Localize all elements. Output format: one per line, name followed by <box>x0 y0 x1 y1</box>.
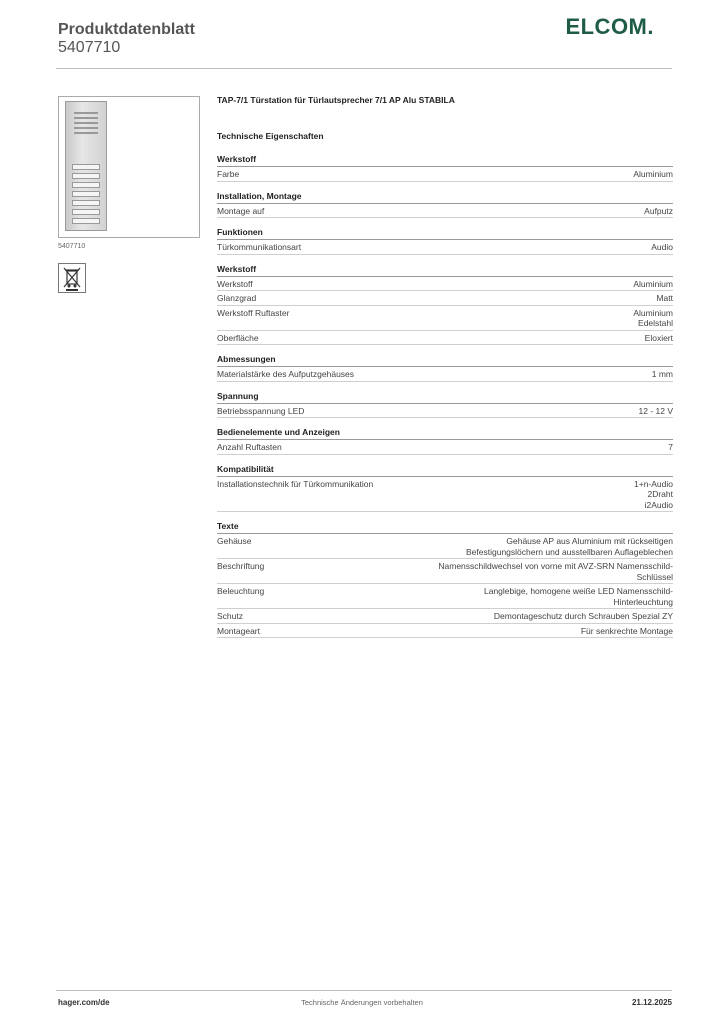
spec-row <box>217 306 673 331</box>
speaker-grill <box>74 127 98 129</box>
spec-row <box>217 277 673 292</box>
call-button <box>72 164 100 170</box>
spec-key: Beschriftung <box>217 561 265 571</box>
spec-value <box>656 293 673 304</box>
spec-key: Glanzgrad <box>217 293 257 303</box>
spec-row <box>217 291 673 306</box>
spec-group-title: Spannung <box>217 391 673 404</box>
spec-group <box>217 391 673 419</box>
spec-value-line: Langlebige, homogene weiße LED Namensschild- <box>484 586 673 596</box>
spec-value-line: 1 mm <box>651 369 673 379</box>
spec-group <box>217 191 673 219</box>
footer-disclaimer: Technische Änderungen vorbehalten <box>301 998 423 1007</box>
spec-row <box>217 404 673 419</box>
spec-key: Montageart <box>217 625 260 636</box>
spec-value-line: Edelstahl <box>638 318 673 328</box>
spec-key: Werkstoff <box>217 278 253 289</box>
spec-row <box>217 240 673 255</box>
spec-value-line: Namensschildwechsel von vorne mit AVZ-SRN Namensschild- <box>438 561 673 571</box>
spec-value-line: Schlüssel <box>636 571 673 582</box>
spec-value-line: Gehäuse AP aus Aluminium mit rückseitigen <box>506 536 673 546</box>
spec-value <box>484 586 673 607</box>
spec-value <box>634 479 673 511</box>
spec-group <box>217 427 673 455</box>
call-button <box>72 209 100 215</box>
spec-key: Betriebsspannung LED <box>217 405 305 416</box>
spec-key: Gehäuse <box>217 536 252 546</box>
spec-row <box>217 167 673 182</box>
spec-key: Türkommunikationsart <box>217 242 302 252</box>
spec-group-title: Bedienelemente und Anzeigen <box>217 427 673 440</box>
spec-group <box>217 227 673 255</box>
call-button <box>72 191 100 197</box>
spec-value-line: 2Draht <box>647 489 673 499</box>
spec-value <box>668 442 673 453</box>
weee-bin-icon <box>58 263 86 293</box>
product-title: TAP-7/1 Türstation für Türlautsprecher 7/1 AP Alu STABILA <box>217 95 455 105</box>
page-title: Produktdatenblatt <box>58 21 195 38</box>
spec-value <box>633 169 673 180</box>
spec-group-title: Funktionen <box>217 227 673 240</box>
spec-group-title: Installation, Montage <box>217 191 673 204</box>
speaker-grill <box>74 132 98 134</box>
spec-key: Beleuchtung <box>217 586 265 596</box>
product-number: 5407710 <box>58 39 121 56</box>
spec-value <box>644 206 673 217</box>
spec-row <box>217 609 673 624</box>
spec-value <box>494 611 673 622</box>
product-image <box>58 96 200 238</box>
speaker-grill <box>74 112 98 114</box>
spec-value-line: Hinterleuchtung <box>613 596 673 607</box>
spec-row <box>217 477 673 513</box>
spec-value <box>652 369 673 380</box>
spec-group-title: Abmessungen <box>217 354 673 367</box>
spec-row <box>217 204 673 219</box>
spec-value <box>633 308 673 329</box>
spec-value <box>581 626 673 637</box>
call-button <box>72 173 100 179</box>
spec-value <box>639 406 674 417</box>
spec-row <box>217 440 673 455</box>
spec-value-line: 7 <box>668 442 673 452</box>
section-title: Technische Eigenschaften <box>217 131 324 141</box>
call-button <box>72 218 100 224</box>
spec-value-line: Demontageschutz durch Schrauben Spezial ZY <box>493 611 673 621</box>
spec-value-line: Aluminium <box>633 169 673 179</box>
speaker-grill <box>74 117 98 119</box>
spec-row <box>217 331 673 346</box>
spec-key: Werkstoff Ruftaster <box>217 307 290 318</box>
spec-group <box>217 264 673 346</box>
spec-key: Oberfläche <box>217 332 259 343</box>
spec-group <box>217 354 673 382</box>
door-station-panel <box>65 101 107 231</box>
spec-group-title: Werkstoff <box>217 154 673 167</box>
spec-group <box>217 521 673 638</box>
spec-key: Farbe <box>217 169 240 179</box>
spec-value-line: Aluminium <box>633 307 673 318</box>
call-button <box>72 200 100 206</box>
spec-key: Materialstärke des Aufputzgehäuses <box>217 369 355 379</box>
spec-key: Montage auf <box>217 205 265 216</box>
spec-value-line: Aluminium <box>633 278 673 289</box>
spec-value <box>645 333 673 344</box>
call-button <box>72 182 100 188</box>
speaker-grill <box>74 122 98 124</box>
spec-groups <box>217 154 673 638</box>
footer-divider <box>56 990 672 991</box>
image-caption: 5407710 <box>58 243 86 250</box>
spec-row <box>217 367 673 382</box>
spec-value-line: Aufputz <box>644 205 673 216</box>
spec-group <box>217 464 673 513</box>
spec-value-line: Matt <box>656 293 673 303</box>
spec-value-line: Eloxiert <box>644 332 673 343</box>
spec-row <box>217 534 673 559</box>
spec-value-line: 1+n-Audio <box>634 478 673 489</box>
spec-row <box>217 559 673 584</box>
spec-value-line: Befestigungslöchern und ausstellbaren Auflageblechen <box>466 546 673 557</box>
product-specs <box>217 95 673 638</box>
spec-key: Installationstechnik für Türkommunikation <box>217 478 374 489</box>
spec-group <box>217 154 673 182</box>
spec-value-line: 12 - 12 V <box>638 405 673 416</box>
spec-value <box>438 561 673 582</box>
footer-date: 21.12.2025 <box>631 998 672 1007</box>
spec-row <box>217 624 673 639</box>
spec-value <box>633 279 673 290</box>
spec-value-line: Audio <box>651 242 673 252</box>
spec-value <box>466 536 673 557</box>
spec-value-line: Für senkrechte Montage <box>580 625 673 636</box>
spec-value <box>651 242 673 253</box>
elcom-logo: ELCOM. <box>565 14 654 39</box>
spec-group-title: Werkstoff <box>217 264 673 277</box>
spec-key: Anzahl Ruftasten <box>217 442 282 452</box>
spec-key: Schutz <box>217 611 243 621</box>
spec-row <box>217 584 673 609</box>
spec-group-title: Kompatibilität <box>217 464 673 477</box>
spec-group-title: Texte <box>217 521 673 534</box>
spec-value-line: i2Audio <box>644 499 673 510</box>
footer-website: hager.com/de <box>58 998 110 1007</box>
header-divider <box>56 68 672 69</box>
